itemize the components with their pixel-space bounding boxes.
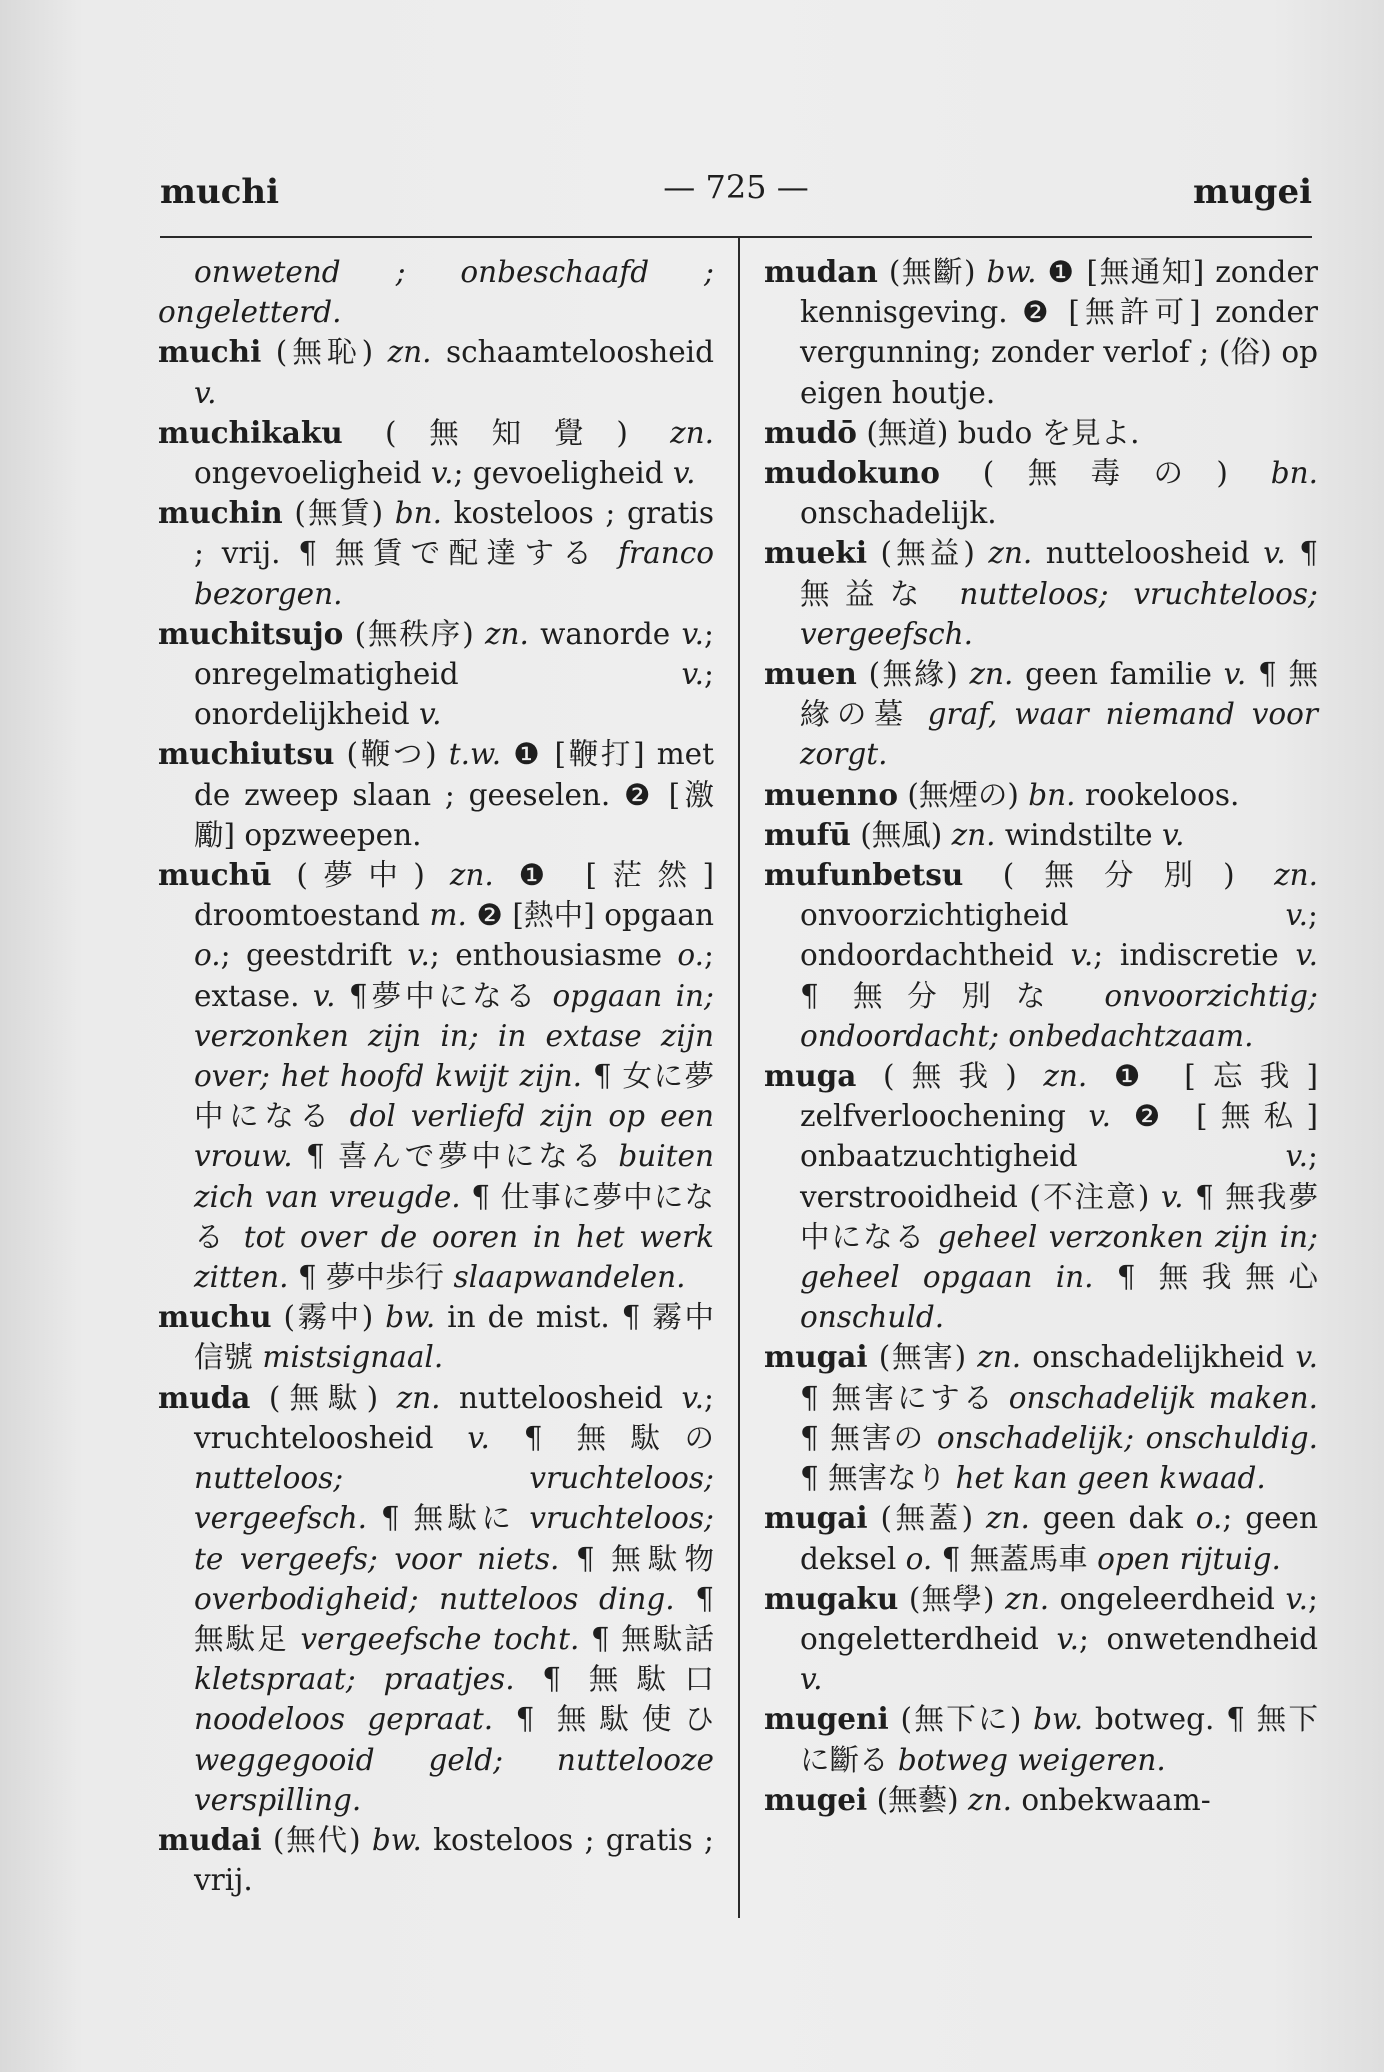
italic-text: opgaan in; verzonken zijn in; in extase zijn over; het hoofd kwijt zijn. — [194, 978, 714, 1094]
italic-text: zn. — [396, 1380, 441, 1415]
italic-text: o. — [905, 1541, 933, 1576]
header-left-guideword: muchi — [160, 172, 280, 212]
entry-text: (無道) budo を見よ. — [856, 415, 1140, 450]
headword: mudokuno — [764, 455, 940, 491]
italic-text: mistsignaal. — [262, 1340, 444, 1375]
entry-text: ¶ 仕事に夢中になる — [194, 1179, 714, 1254]
headword: muchiutsu — [158, 736, 335, 772]
entry-text: (無學) — [898, 1581, 1006, 1616]
entry-text: ; extase. — [194, 938, 714, 1013]
entry-text: ¶ 無害なり — [800, 1461, 956, 1496]
running-head — [160, 168, 1312, 216]
entry-text: ¶ 無我夢中になる — [800, 1179, 1318, 1254]
headword: muchin — [158, 495, 283, 531]
dictionary-entry — [764, 1699, 1318, 1779]
header-right-guideword: mugei — [1192, 172, 1312, 212]
entry-text: ¶ 無駄に — [366, 1501, 530, 1536]
italic-text: v. — [1285, 1139, 1309, 1174]
entry-text: ¶ 女に夢中になる — [194, 1059, 714, 1134]
italic-text: zn. — [969, 657, 1014, 692]
entry-text: ¶ 無益な — [800, 536, 1319, 611]
italic-text: v. — [681, 657, 705, 692]
page-number: — 725 — — [663, 168, 809, 206]
italic-text: zn. — [977, 1340, 1022, 1375]
italic-text: zn. — [387, 335, 432, 370]
entry-text: ; geestdrift — [220, 938, 408, 973]
italic-text: v. — [1223, 657, 1247, 692]
italic-text: bw. — [986, 255, 1037, 289]
dictionary-entry — [764, 1780, 1318, 1820]
dictionary-entry — [158, 413, 714, 493]
entry-text: ; onordelijkheid — [194, 657, 714, 732]
entry-text: in de mist. ¶ 霧中信號 — [194, 1300, 714, 1375]
headword: mueki — [764, 535, 868, 571]
italic-text: o. — [1195, 1501, 1223, 1536]
headword: mugaku — [764, 1580, 899, 1616]
entry-text: (無分別) — [963, 858, 1275, 893]
italic-text: geheel verzonken zijn in; geheel opgaan in. — [800, 1219, 1318, 1295]
entry-text: ; ongeletterdheid — [800, 1581, 1318, 1656]
entry-text: kosteloos ; gratis ; vrij. ¶ 無賃で配達する — [194, 496, 714, 571]
headword: muen — [764, 656, 857, 692]
entry-text: onbekwaam- — [1011, 1782, 1211, 1817]
entry-text: ¶ 無緣の墓 — [800, 657, 1318, 732]
entry-text: kosteloos ; gratis ; vrij. — [194, 1822, 714, 1898]
headword: muchi — [158, 334, 262, 370]
entry-text: ¶ 無害の — [800, 1420, 937, 1455]
entry-text: geen dak — [1029, 1501, 1196, 1536]
entry-text: ; vruchteloosheid — [194, 1380, 714, 1455]
italic-text: zn. — [449, 858, 494, 893]
entry-text: (無我) — [856, 1059, 1044, 1094]
italic-text: weggegooid geld; nuttelooze verspilling. — [194, 1742, 714, 1817]
entry-text: (無蓋) — [867, 1501, 986, 1536]
italic-text: v. — [1160, 1179, 1184, 1214]
dictionary-entry — [764, 533, 1318, 654]
italic-text: tot over de ooren in het werk zitten. — [194, 1219, 714, 1295]
italic-text: v. — [467, 1420, 490, 1455]
entry-text: ❷ [熱中] opgaan — [466, 898, 714, 933]
italic-text: dol verliefd zijn op een vrouw. — [194, 1099, 714, 1174]
italic-text: v. — [1056, 1621, 1080, 1656]
italic-text: v. — [430, 456, 454, 491]
italic-text: m. — [429, 898, 467, 933]
italic-text: zn. — [484, 616, 529, 651]
entry-text: ; onwetendheid — [1079, 1621, 1318, 1656]
headword: mudai — [158, 1821, 262, 1857]
headword: mudan — [764, 254, 878, 289]
italic-text: t.w. — [448, 737, 502, 772]
headword: muchu — [158, 1299, 272, 1335]
dictionary-entry — [158, 1297, 714, 1377]
entry-text: (無藝) — [867, 1782, 969, 1817]
italic-text: botweg weigeren. — [897, 1742, 1166, 1777]
entry-text: ❶ [忘我] zelfverloochening — [800, 1059, 1318, 1134]
right-column — [764, 252, 1318, 1820]
entry-continuation — [158, 252, 714, 332]
italic-text: zn. — [1043, 1059, 1088, 1094]
headword: mugai — [764, 1339, 868, 1375]
italic-text: v. — [1295, 938, 1318, 973]
italic-text: v. — [1285, 898, 1309, 933]
italic-text: zn. — [951, 817, 996, 852]
headword: muchū — [158, 857, 272, 893]
italic-text: nutteloos; vruchteloos; vergeefsch. — [800, 576, 1318, 651]
headword: muda — [158, 1379, 251, 1415]
entry-text: ; gevoeligheid — [453, 456, 673, 491]
italic-text: o. — [677, 938, 705, 973]
italic-text: overbodigheid; nutteloos ding. — [194, 1581, 675, 1616]
entry-text: ; indiscretie — [1093, 938, 1296, 973]
entry-text: (無恥) — [261, 335, 388, 370]
italic-text: v. — [1295, 1340, 1318, 1375]
dictionary-entry — [764, 654, 1318, 775]
header-rule — [160, 236, 1312, 238]
dictionary-entry — [764, 1498, 1318, 1578]
italic-text: zn. — [1005, 1581, 1050, 1616]
entry-text: rookeloos. — [1075, 777, 1240, 812]
headword: muchitsujo — [158, 615, 344, 651]
dictionary-entry — [764, 1056, 1318, 1337]
dictionary-entry — [158, 1820, 714, 1900]
italic-text: v. — [1263, 536, 1286, 571]
italic-text: v. — [1285, 1581, 1309, 1616]
headword: mufū — [764, 816, 851, 852]
italic-text: graf, waar niemand voor zorgt. — [800, 697, 1318, 772]
italic-text: slaapwandelen. — [453, 1260, 686, 1295]
dictionary-entry — [158, 855, 714, 1297]
italic-text: buiten zich van vreugde. — [194, 1139, 714, 1214]
entry-text: wanorde — [528, 616, 682, 651]
headword: muga — [764, 1058, 857, 1094]
italic-text: zn. — [988, 536, 1033, 571]
entry-text: (無斷) — [877, 255, 987, 289]
entry-text: ongeleerdheid — [1049, 1581, 1286, 1616]
italic-text: v. — [1162, 817, 1185, 852]
italic-text: bn. — [1028, 777, 1076, 812]
entry-text: ❷ [無私] onbaatzuchtigheid — [800, 1099, 1318, 1174]
entry-text: ¶ 無駄の — [489, 1420, 714, 1455]
entry-text: botweg. ¶ 無下に斷る — [800, 1702, 1319, 1777]
italic-text: open rijtuig. — [1097, 1541, 1281, 1576]
italic-text: onschuld. — [800, 1300, 945, 1335]
dictionary-entry — [158, 493, 714, 614]
italic-text: bn. — [1270, 456, 1318, 491]
entry-text: nutteloosheid — [1032, 536, 1264, 571]
entry-text: ❶ [無通知] zonder kennisgeving. ❷ [無許可] zonder vergunning; zonder verlof ; (俗) op eigen houtje. — [800, 255, 1319, 410]
italic-text: zn. — [1274, 858, 1318, 893]
headword: mufunbetsu — [764, 857, 964, 893]
entry-text: (無風) — [850, 817, 952, 852]
dictionary-entry — [764, 1579, 1318, 1700]
entry-text: (無賃) — [282, 496, 395, 531]
italic-text: v. — [681, 1380, 705, 1415]
entry-text: geen familie — [1013, 657, 1224, 692]
entry-text: (鞭つ) — [334, 737, 449, 772]
column-divider — [738, 238, 740, 1918]
italic-text: bw. — [371, 1822, 422, 1857]
entry-text: windstilte — [995, 817, 1163, 852]
headword: mugeni — [764, 1701, 889, 1737]
entry-text: ; geen deksel — [800, 1501, 1318, 1576]
dictionary-entry — [764, 815, 1318, 855]
entry-text: (無代) — [261, 1822, 372, 1857]
dictionary-entry — [158, 1378, 714, 1820]
entry-text: (無駄) — [250, 1380, 397, 1415]
entry-text: ❶ [茫然] droomtoestand — [194, 858, 714, 933]
italic-text: v. — [681, 616, 705, 651]
entry-text: (無益) — [867, 536, 989, 571]
italic-text: nutteloos; vruchteloos; vergeefsch. — [194, 1461, 714, 1536]
entry-text: ¶夢中になる — [335, 978, 553, 1013]
entry-text: ¶ 無駄口 — [514, 1662, 714, 1697]
italic-text: v. — [1070, 938, 1094, 973]
headword: muchikaku — [158, 414, 343, 450]
entry-text: (無知覺) — [342, 415, 671, 450]
entry-text: ; ondoordachtheid — [800, 898, 1318, 973]
dictionary-entry — [764, 1337, 1318, 1498]
italic-text: onvoorzichtig; ondoordacht; onbedachtzaam. — [800, 978, 1318, 1053]
entry-text: ; onregelmatigheid — [194, 616, 714, 692]
italic-text: zn. — [670, 415, 714, 450]
italic-text: kletspraat; praatjes. — [194, 1662, 515, 1697]
italic-text: v. — [419, 697, 442, 732]
entry-text: nutteloosheid — [440, 1380, 682, 1415]
entry-text: (無害) — [867, 1340, 978, 1375]
headword: mugai — [764, 1500, 868, 1536]
entry-text: (夢中) — [271, 858, 450, 893]
entry-text: ; enthousiasme — [429, 938, 678, 973]
dictionary-entry — [764, 413, 1318, 453]
italic-text: bw. — [385, 1300, 436, 1335]
entry-text: ongevoeligheid — [194, 456, 431, 491]
entry-text: onschadelijk. — [800, 496, 997, 531]
entry-text: (無毒の) — [939, 456, 1271, 491]
entry-text: schaamteloosheid — [431, 335, 714, 370]
italic-text: zn. — [985, 1501, 1030, 1536]
italic-text: v. — [407, 938, 430, 973]
entry-text: ¶ 無害にする — [800, 1380, 1009, 1415]
italic-text: bn. — [394, 496, 442, 531]
italic-text: het kan geen kwaad. — [955, 1461, 1266, 1496]
entry-text: onvoorzichtigheid — [800, 898, 1286, 933]
entry-text: (霧中) — [271, 1300, 386, 1335]
headword: muenno — [764, 776, 899, 812]
left-column — [158, 252, 714, 1900]
entry-text: (無緣) — [856, 657, 970, 692]
entry-text: (無煙の) — [898, 777, 1029, 812]
entry-text: ¶ 無駄足 — [194, 1581, 714, 1656]
entry-text: ¶ 喜んで夢中になる — [292, 1139, 619, 1174]
entry-text: ¶ 夢中歩行 — [288, 1260, 454, 1295]
italic-text: bw. — [1033, 1702, 1084, 1737]
italic-text: onschadelijk; onschuldig. — [936, 1420, 1318, 1455]
entry-text: ¶ 無蓋馬車 — [932, 1541, 1098, 1576]
entry-text: ¶ 無駄使ひ — [493, 1702, 714, 1737]
entry-text: ¶ 無駄話 — [579, 1621, 714, 1656]
dictionary-entry — [764, 775, 1318, 815]
entry-text: ¶ 無分別な — [800, 978, 1105, 1013]
italic-text: v. — [1088, 1099, 1112, 1134]
italic-text: v. — [312, 978, 336, 1013]
entry-text: ¶ 無我無心 — [1093, 1260, 1318, 1295]
entry-text: ; verstrooidheid (不注意) — [800, 1139, 1318, 1214]
italic-text: o. — [194, 938, 221, 973]
italic-text: v. — [800, 1662, 823, 1697]
dictionary-entry — [764, 453, 1318, 533]
entry-text: (無下に) — [888, 1702, 1034, 1737]
italic-text: vergeefsche tocht. — [300, 1621, 580, 1656]
entry-text: (無秩序) — [343, 616, 485, 651]
italic-text: zn. — [968, 1782, 1012, 1817]
headword: mugei — [764, 1781, 868, 1817]
italic-text: onwetend ; onbeschaafd ; ongeletterd. — [158, 255, 714, 330]
entry-text: onschadelijkheid — [1021, 1340, 1296, 1375]
dictionary-entry — [764, 855, 1318, 1056]
italic-text: v. — [672, 456, 696, 491]
italic-text: noodeloos gepraat. — [194, 1702, 494, 1737]
dictionary-entry — [158, 614, 714, 735]
italic-text: v. — [194, 375, 217, 410]
headword: mudō — [764, 414, 857, 450]
entry-text: ❶ [鞭打] met de zweep slaan ; geeselen. ❷ [激勵] opzweepen. — [194, 737, 714, 852]
dictionary-entry — [764, 252, 1318, 413]
italic-text: franco bezorgen. — [194, 536, 714, 611]
italic-text: onschadelijk maken. — [1008, 1380, 1318, 1415]
entry-text: ¶ 無駄物 — [559, 1541, 714, 1576]
dictionary-entry — [158, 332, 714, 412]
italic-text: vruchteloos; te vergeefs; voor niets. — [194, 1501, 714, 1576]
dictionary-entry — [158, 734, 714, 855]
